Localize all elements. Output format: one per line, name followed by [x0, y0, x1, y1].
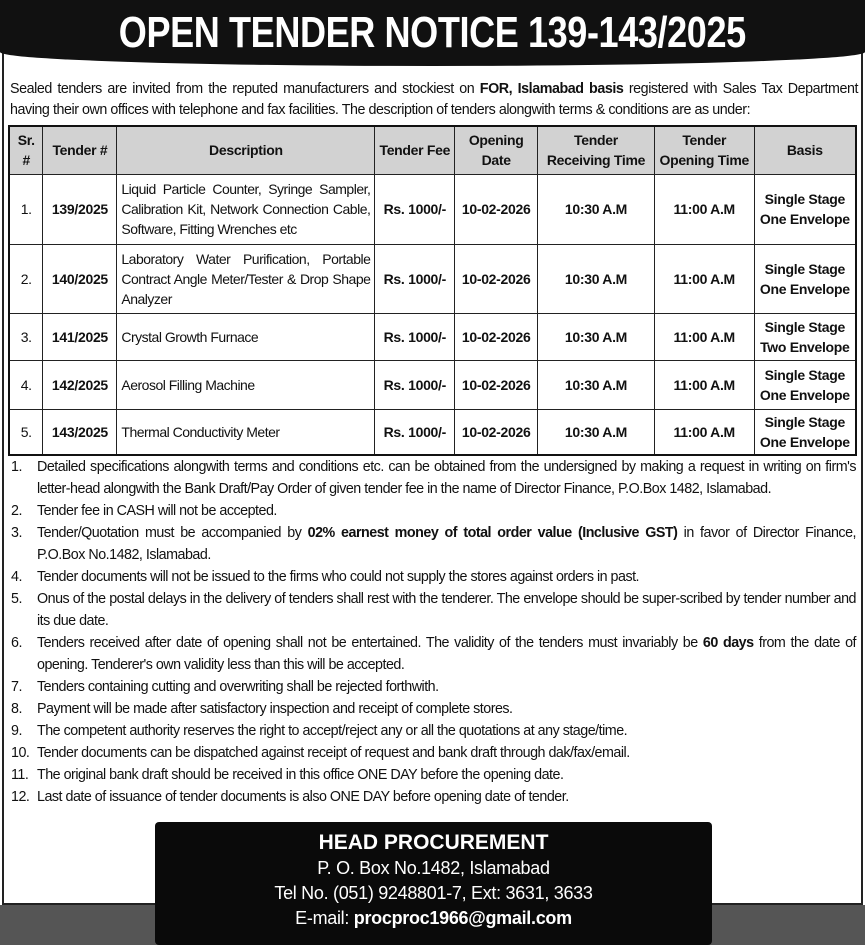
tender-table [8, 125, 857, 456]
footer-heading: HEAD PROCUREMENT [318, 831, 549, 854]
email-link[interactable]: procproc1966@gmail.com [353, 908, 572, 928]
item-body: Payment will be made after satisfactory inspection and receipt of complete stores. [37, 701, 513, 717]
intro-bold: FOR, Islamabad basis [479, 81, 624, 97]
cell-date: 10-02-2026 [455, 360, 538, 409]
cell-date: 10-02-2026 [455, 174, 538, 244]
cell-basis: Single Stage One Envelope [754, 360, 856, 409]
cell-recv: 10:30 A.M [538, 174, 655, 244]
list-item [8, 456, 856, 500]
item-number: 2. [11, 503, 22, 519]
cell-tender: 140/2025 [43, 244, 117, 313]
contact-box [155, 822, 712, 945]
list-item [8, 742, 856, 764]
item-body: Last date of issuance of tender documents is also ONE DAY before opening date of tender. [37, 789, 569, 805]
item-text [37, 742, 856, 764]
cell-basis: Single Stage Two Envelope [754, 313, 856, 360]
cell-sr: 1. [9, 174, 43, 244]
footer-address: P. O. Box No.1482, Islamabad [317, 858, 550, 878]
page-title: OPEN TENDER NOTICE 139-143/2025 [119, 8, 746, 57]
item-body: Tender documents will not be issued to the firms who could not supply the stores against orders in past. [37, 569, 640, 585]
cell-desc: Thermal Conductivity Meter [117, 409, 375, 455]
item-text [37, 456, 856, 500]
cell-desc: Laboratory Water Purification, Portable Contract Angle Meter/Tester & Drop Shape Analyzer [117, 244, 375, 313]
item-number: 8. [11, 701, 22, 717]
item-bold: 60 days [702, 635, 754, 651]
list-item [8, 720, 856, 742]
intro-text-end: registered with Sales Tax Department having their own offices with telephone and fax facilities. The description of tenders alongwith terms & conditions are as under: [10, 81, 858, 118]
footer-tel: Tel No. (051) 9248801-7, Ext: 3631, 3633 [274, 883, 593, 903]
footer-email-line [155, 906, 712, 931]
intro-text: Sealed tenders are invited from the reputed manufacturers and stockiest on [10, 81, 480, 97]
item-number: 6. [11, 635, 22, 651]
item-bold: 02% earnest money of total order value (Inclusive GST) [307, 525, 678, 541]
cell-open: 11:00 A.M [654, 360, 754, 409]
header-tender: Tender # [43, 126, 117, 174]
list-item [8, 588, 856, 632]
cell-tender: 141/2025 [43, 313, 117, 360]
item-number: 1. [11, 459, 22, 475]
table-row [9, 244, 856, 313]
item-text [37, 500, 856, 522]
cell-basis: Single Stage One Envelope [754, 174, 856, 244]
header-sr: Sr. # [9, 126, 43, 174]
cell-tender: 143/2025 [43, 409, 117, 455]
cell-basis: Single Stage One Envelope [754, 409, 856, 455]
cell-desc: Aerosol Filling Machine [117, 360, 375, 409]
list-item [8, 786, 856, 808]
item-text [37, 720, 856, 742]
header-description: Description [117, 126, 375, 174]
cell-recv: 10:30 A.M [538, 409, 655, 455]
cell-fee: Rs. 1000/- [375, 174, 455, 244]
cell-open: 11:00 A.M [654, 409, 754, 455]
list-item [8, 522, 856, 566]
item-body: Detailed specifications alongwith terms and conditions etc. can be obtained from the undersigned by making a request in writing on firm's letter-head alongwith the Bank Draft/Pay Order of given tender fee in the name of Director Finance, P.O.Box 1482, Islamabad. [37, 459, 856, 497]
cell-tender: 142/2025 [43, 360, 117, 409]
title-banner [0, 0, 865, 66]
list-item [8, 566, 856, 588]
cell-desc: Liquid Particle Counter, Syringe Sampler, Calibration Kit, Network Connection Cable, Software, Fitting Wrenches etc [117, 174, 375, 244]
item-number: 12. [11, 789, 30, 805]
cell-sr: 3. [9, 313, 43, 360]
item-body: Tender documents can be dispatched against receipt of request and bank draft through dak/fax/email. [37, 745, 630, 761]
cell-date: 10-02-2026 [455, 409, 538, 455]
cell-fee: Rs. 1000/- [375, 244, 455, 313]
cell-sr: 4. [9, 360, 43, 409]
cell-fee: Rs. 1000/- [375, 409, 455, 455]
item-body: The original bank draft should be received in this office ONE DAY before the opening date. [37, 767, 564, 783]
item-number: 7. [11, 679, 22, 695]
cell-desc: Crystal Growth Furnace [117, 313, 375, 360]
list-item [8, 698, 856, 720]
item-body: Tender fee in CASH will not be accepted. [37, 503, 277, 519]
item-text [37, 588, 856, 632]
item-text [37, 676, 856, 698]
item-body: Tenders containing cutting and overwriting shall be rejected forthwith. [37, 679, 439, 695]
cell-recv: 10:30 A.M [538, 244, 655, 313]
intro-paragraph [10, 79, 858, 121]
item-post: in favor of Director Finance, P.O.Box No.1482, Islamabad. [37, 525, 856, 563]
item-number: 9. [11, 723, 22, 739]
table-row [9, 409, 856, 455]
cell-tender: 139/2025 [43, 174, 117, 244]
cell-fee: Rs. 1000/- [375, 360, 455, 409]
cell-date: 10-02-2026 [455, 313, 538, 360]
cell-open: 11:00 A.M [654, 174, 754, 244]
item-body: Onus of the postal delays in the delivery of tenders shall rest with the tenderer. The envelope should be super-scribed by tender number and its due date. [37, 591, 856, 629]
item-number: 4. [11, 569, 22, 585]
item-text [37, 632, 856, 676]
item-body: The competent authority reserves the right to accept/reject any or all the quotations at any stage/time. [37, 723, 628, 739]
item-pre: Tender/Quotation must be accompanied by [37, 525, 308, 541]
header-receiving-time: Tender Receiving Time [538, 126, 655, 174]
item-text [37, 522, 856, 566]
item-text [37, 786, 856, 808]
cell-open: 11:00 A.M [654, 244, 754, 313]
list-item [8, 500, 856, 522]
item-number: 10. [11, 745, 30, 761]
item-pre: Tenders received after date of opening shall not be entertained. The validity of the tenders must invariably be [37, 635, 703, 651]
header-fee: Tender Fee [375, 126, 455, 174]
item-post: from the date of opening. Tenderer's own validity less than this will be accepted. [37, 635, 856, 673]
cell-date: 10-02-2026 [455, 244, 538, 313]
item-number: 3. [11, 525, 22, 541]
cell-recv: 10:30 A.M [538, 313, 655, 360]
list-item [8, 764, 856, 786]
cell-sr: 2. [9, 244, 43, 313]
item-number: 5. [11, 591, 22, 607]
cell-sr: 5. [9, 409, 43, 455]
cell-basis: Single Stage One Envelope [754, 244, 856, 313]
terms-list [8, 456, 856, 808]
item-text [37, 764, 856, 786]
email-label: E-mail: [295, 908, 354, 928]
header-basis: Basis [754, 126, 856, 174]
item-text [37, 698, 856, 720]
item-text [37, 566, 856, 588]
header-opening-time: Tender Opening Time [654, 126, 754, 174]
table-row [9, 174, 856, 244]
cell-fee: Rs. 1000/- [375, 313, 455, 360]
list-item [8, 676, 856, 698]
table-row [9, 360, 856, 409]
item-number: 11. [11, 767, 29, 783]
cell-recv: 10:30 A.M [538, 360, 655, 409]
table-row [9, 313, 856, 360]
header-opening-date: Opening Date [455, 126, 538, 174]
cell-open: 11:00 A.M [654, 313, 754, 360]
list-item [8, 632, 856, 676]
